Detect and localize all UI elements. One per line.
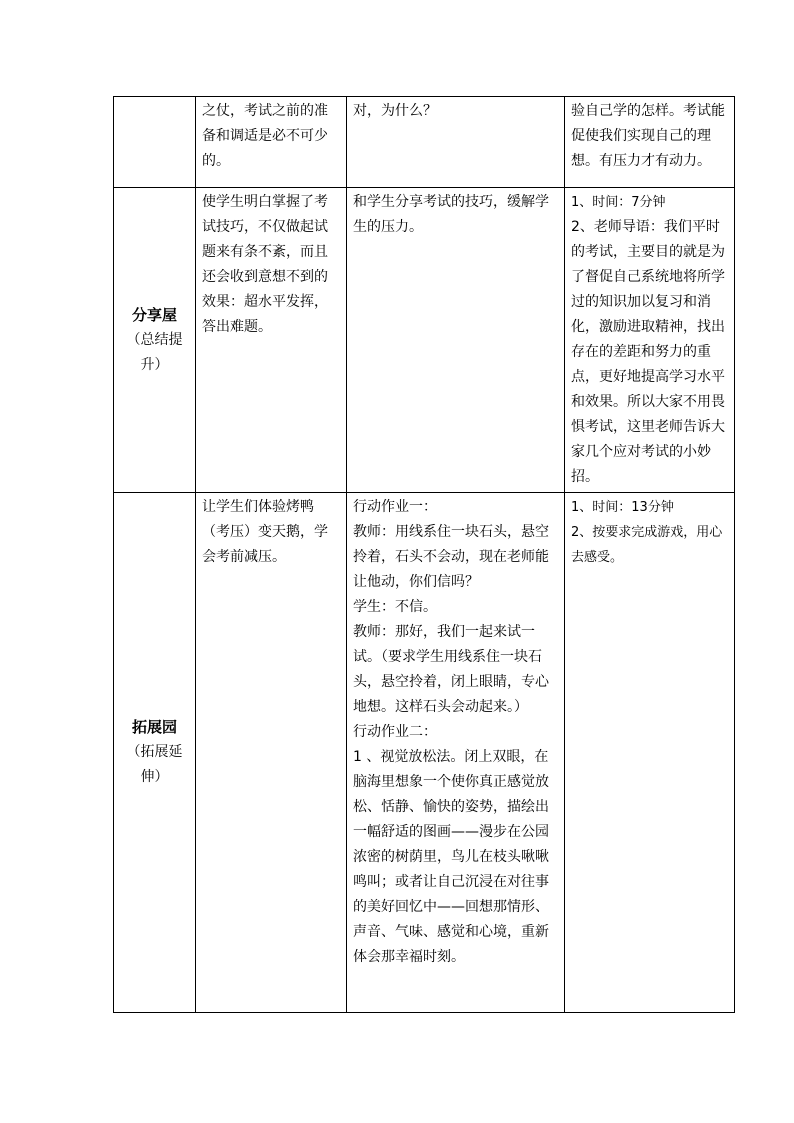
activity-line: 行动作业二： [353,724,437,740]
lesson-plan-table [113,96,735,1013]
activity-line: 教师：用线系住一块石头，悬空拎着，石头不会动，现在老师能让他动，你们信吗？ [353,524,549,590]
notes-line: 2、老师导语：我们平时的考试，主要目的就是为了督促自己系统地将所学过的知识加以复习和消化，激励进取精神，找出存在的差距和努力的重点，更好地提高学习水平和效果。所以大家不用畏惧考试，这里老师告诉大家几个应对考试的小妙招。 [571,219,725,485]
notes-cell [565,493,735,1013]
goal-cell [196,188,347,493]
goal-cell [196,493,347,1013]
activity-line: 1 、视觉放松法。闭上双眼，在脑海里想象一个使你真正感觉放松、恬静、愉快的姿势，描绘出一幅舒适的图画——漫步在公园浓密的树荫里，鸟儿在枝头啾啾鸣叫；或者让自己沉浸在对往事的美好回忆中——回想那情形、声音、气味、感觉和心境，重新体会那幸福时刻。 [353,749,549,965]
table-row [114,493,735,1013]
notes-line: 验自己学的怎样。考试能促使我们实现自己的理想。有压力才有动力。 [571,103,725,169]
stage-name: 分享屋 [131,305,177,324]
activity-cell [347,97,565,188]
table-row [114,97,735,188]
stage-subtitle: （拓展延伸） [126,744,183,785]
activity-line: 学生：不信。 [353,599,437,615]
stage-name: 拓展园 [131,718,177,736]
activity-line: 教师：那好，我们一起来试一试。（要求学生用线系住一块石头，悬空拎着，闭上眼睛，专心地想。这样石头会动起来。） [353,624,549,715]
notes-line: 2、按要求完成游戏，用心去感受。 [571,525,723,565]
activity-line: 行动作业一： [353,499,437,515]
table-row [114,188,735,493]
stage-subtitle: （总结提升） [126,331,183,373]
activity-cell [347,493,565,1013]
notes-line: 1、时间：13分钟 [571,500,674,515]
notes-cell [565,188,735,493]
stage-cell [114,97,196,188]
stage-cell [114,493,196,1013]
notes-line: 1、时间：7分钟 [571,195,666,210]
stage-cell [114,188,196,493]
goal-text: 之仗，考试之前的准备和调适是必不可少的。 [202,103,328,169]
activity-line: 和学生分享考试的技巧，缓解学生的压力。 [353,194,549,235]
goal-cell [196,97,347,188]
activity-cell [347,188,565,493]
goal-text: 让学生们体验烤鸭（考压）变天鹅，学会考前减压。 [202,499,328,565]
goal-text: 使学生明白掌握了考试技巧，不仅做起试题来有条不紊，而且还会收到意想不到的效果：超水平发挥，答出难题。 [202,194,328,335]
notes-cell [565,97,735,188]
activity-line: 对，为什么？ [353,103,437,119]
